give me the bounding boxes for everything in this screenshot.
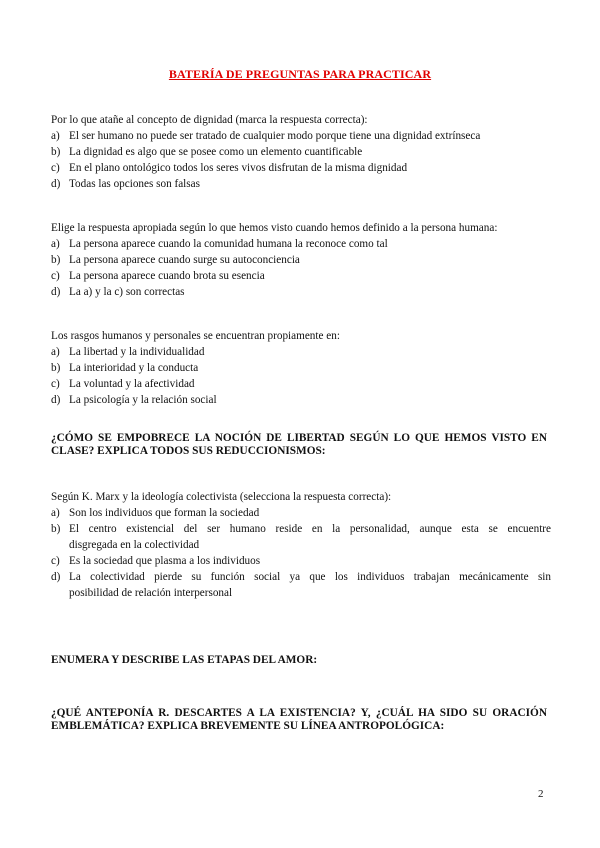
option-b <box>51 521 551 553</box>
question-marx <box>51 489 551 601</box>
option-text-line-1: La colectividad pierde su función social ya que los individuos trabajan mecánicamente sin <box>69 571 551 583</box>
option-letter: c) <box>51 378 60 390</box>
option-d <box>51 392 551 408</box>
option-text-line-1: El centro existencial del ser humano reside en la personalidad, aunque esta se encuentre <box>69 523 551 535</box>
question-stem: Elige la respuesta apropiada según lo que hemos visto cuando hemos definido a la persona humana: <box>51 222 498 234</box>
option-c <box>51 268 551 284</box>
option-a <box>51 236 551 252</box>
option-b <box>51 144 551 160</box>
option-text: La persona aparece cuando surge su autoconciencia <box>69 254 300 266</box>
option-b <box>51 252 551 268</box>
option-letter: a) <box>51 130 60 142</box>
option-text: La interioridad y la conducta <box>69 362 199 374</box>
open-question-descartes: ¿QUÉ ANTEPONÍA R. DESCARTES A LA EXISTENCIA? Y, ¿CUÁL HA SIDO SU ORACIÓN EMBLEMÁTICA? EXPLICA BREVEMENTE SU LÍNEA ANTROPOLÓGICA: <box>51 707 547 732</box>
option-text-line-2: posibilidad de relación interpersonal <box>69 587 233 599</box>
option-letter: c) <box>51 555 60 567</box>
option-letter: b) <box>51 254 61 266</box>
option-text: La voluntad y la afectividad <box>69 378 195 390</box>
option-a <box>51 128 551 144</box>
option-text: Es la sociedad que plasma a los individuos <box>69 555 261 567</box>
option-letter: a) <box>51 346 60 358</box>
question-stem: Según K. Marx y la ideología colectivista (selecciona la respuesta correcta): <box>51 491 392 503</box>
option-letter: b) <box>51 146 61 158</box>
page-title: BATERÍA DE PREGUNTAS PARA PRACTICAR <box>168 67 432 81</box>
option-a <box>51 344 551 360</box>
option-c <box>51 160 551 176</box>
option-b <box>51 360 551 376</box>
option-a <box>51 505 551 521</box>
option-text: La persona aparece cuando la comunidad humana la reconoce como tal <box>69 238 388 250</box>
option-d <box>51 569 551 601</box>
option-text: Todas las opciones son falsas <box>69 178 200 190</box>
option-letter: a) <box>51 238 60 250</box>
option-d <box>51 176 551 192</box>
option-text-line-2: disgregada en la colectividad <box>69 539 200 551</box>
option-text: La a) y la c) son correctas <box>69 286 185 298</box>
option-text: El ser humano no puede ser tratado de cualquier modo porque tiene una dignidad extrínseca <box>69 130 481 142</box>
question-stem: Por lo que atañe al concepto de dignidad (marca la respuesta correcta): <box>51 114 368 126</box>
option-letter: b) <box>51 362 61 374</box>
option-letter: a) <box>51 507 60 519</box>
question-rasgos <box>51 328 551 408</box>
option-letter: c) <box>51 162 60 174</box>
open-question-libertad: ¿CÓMO SE EMPOBRECE LA NOCIÓN DE LIBERTAD SEGÚN LO QUE HEMOS VISTO EN CLASE? EXPLICA TODOS SUS REDUCCIONISMOS: <box>51 432 547 457</box>
option-letter: d) <box>51 394 61 406</box>
option-text: La persona aparece cuando brota su esencia <box>69 270 265 282</box>
option-text: Son los individuos que forman la sociedad <box>69 507 260 519</box>
option-letter: b) <box>51 523 61 535</box>
question-dignidad <box>51 112 551 192</box>
page-number: 2 <box>538 788 544 800</box>
option-letter: d) <box>51 571 61 583</box>
option-text: La libertad y la individualidad <box>69 346 205 358</box>
option-d <box>51 284 551 300</box>
option-letter: d) <box>51 286 61 298</box>
option-text: La psicología y la relación social <box>69 394 217 406</box>
option-c <box>51 553 551 569</box>
question-stem: Los rasgos humanos y personales se encuentran propiamente en: <box>51 330 340 342</box>
option-c <box>51 376 551 392</box>
question-persona <box>51 220 551 300</box>
option-letter: d) <box>51 178 61 190</box>
option-text: En el plano ontológico todos los seres vivos disfrutan de la misma dignidad <box>69 162 408 174</box>
option-text: La dignidad es algo que se posee como un elemento cuantificable <box>69 146 363 158</box>
option-letter: c) <box>51 270 60 282</box>
open-question-amor: ENUMERA Y DESCRIBE LAS ETAPAS DEL AMOR: <box>51 654 318 666</box>
